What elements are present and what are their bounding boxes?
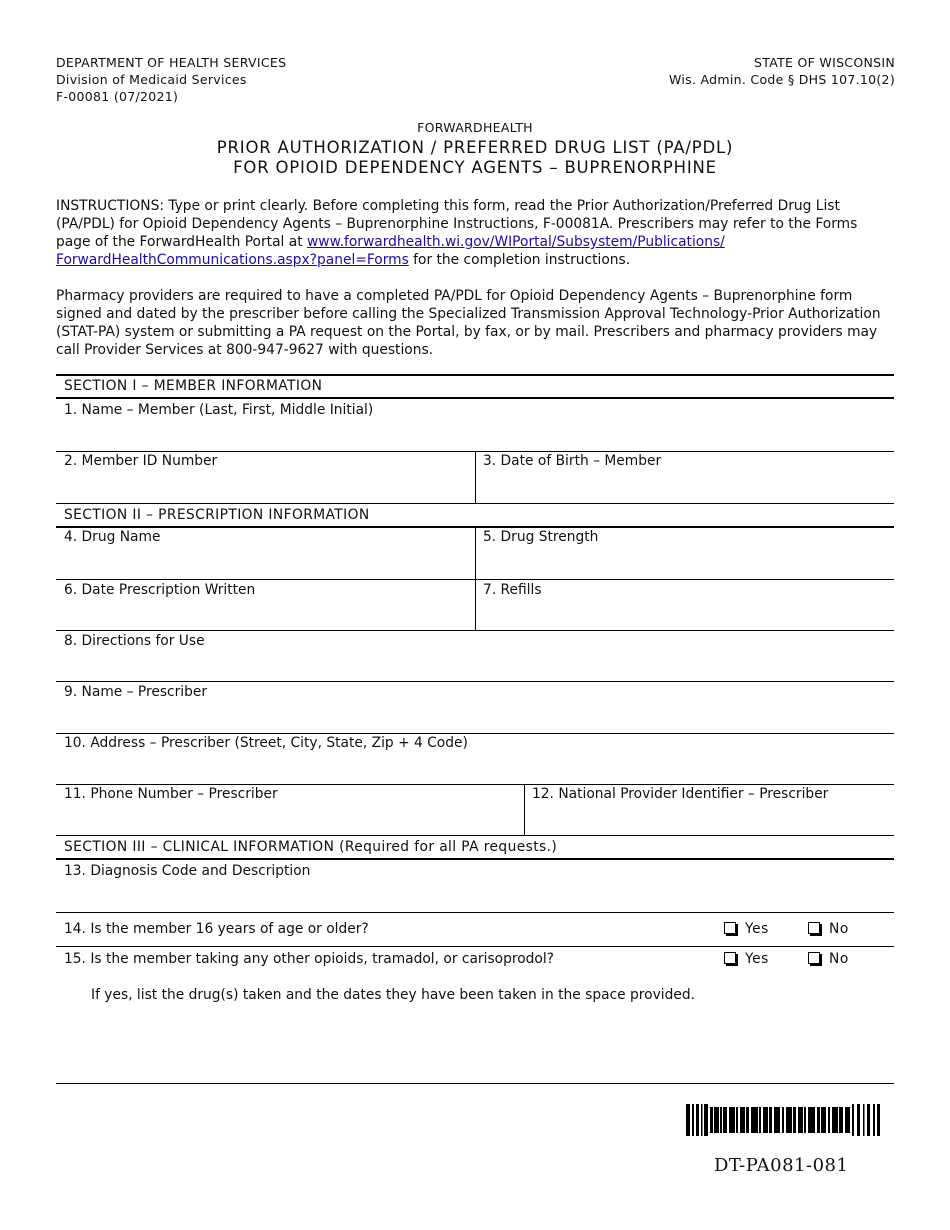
instructions-paragraph (56, 197, 896, 269)
rule (56, 733, 894, 734)
q15-no-checkbox[interactable] (808, 952, 820, 964)
prescriber-name-field[interactable]: 9. Name – Prescriber (64, 684, 208, 700)
q15-drug-list-area[interactable] (56, 1008, 894, 1082)
barcode-image (686, 1104, 880, 1136)
header-left (56, 54, 286, 105)
directions-field[interactable]: 8. Directions for Use (64, 633, 205, 649)
section2-title: SECTION II – PRESCRIPTION INFORMATION (64, 507, 370, 523)
forms-page-link-part1[interactable]: www.forwardhealth.wi.gov/WIPortal/Subsystem/Publications/ (307, 234, 725, 250)
drug-strength-field[interactable]: 5. Drug Strength (483, 529, 599, 545)
rule (56, 784, 894, 785)
q14-yes-label: Yes (745, 921, 769, 937)
state-name: STATE OF WISCONSIN (754, 55, 895, 70)
rule (56, 503, 894, 504)
rule (56, 946, 894, 947)
instructions-text: INSTRUCTIONS: Type or print clearly. Before completing this form, read the Prior Authorization/Preferred Drug List (PA/PDL) for Opioid Dependency Agents – Buprenorphine Instructions, F-00081A. Prescribers may refer to the Forms page of the ForwardHealth Portal at (56, 198, 858, 250)
rule (56, 630, 894, 631)
document-id: DT-PA081-081 (714, 1155, 849, 1176)
pharmacy-paragraph: Pharmacy providers are required to have a completed PA/PDL for Opioid Dependency Agents – Buprenorphine form signed and dated by the prescriber before calling the Specialized Transmission Approval Technology-Prior Authorization (STAT-PA) system or submitting a PA request on the Portal, by fax, or by mail. Prescribers and pharmacy providers may call Provider Services at 800-947-9627 with questions. (56, 288, 881, 358)
question-15: 15. Is the member taking any other opioids, tramadol, or carisoprodol? (64, 951, 554, 967)
q14-no-label: No (829, 921, 849, 937)
q15-followup-text: If yes, list the drug(s) taken and the dates they have been taken in the space provided. (91, 987, 695, 1003)
q15-no-label: No (829, 951, 849, 967)
rule (56, 681, 894, 682)
form-title-line2: FOR OPIOID DEPENDENCY AGENTS – BUPRENORPHINE (233, 158, 717, 177)
q15-yes-checkbox[interactable] (724, 952, 736, 964)
form-number: F-00081 (07/2021) (56, 89, 179, 104)
section1-title: SECTION I – MEMBER INFORMATION (64, 378, 323, 394)
drug-name-field[interactable]: 4. Drug Name (64, 529, 161, 545)
q15-no-option[interactable] (808, 951, 849, 967)
prescriber-npi-field[interactable]: 12. National Provider Identifier – Prescriber (532, 786, 829, 802)
admin-code: Wis. Admin. Code § DHS 107.10(2) (669, 72, 895, 87)
q15-yes-option[interactable] (724, 951, 769, 967)
member-name-field[interactable]: 1. Name – Member (Last, First, Middle Initial) (64, 402, 374, 418)
prescriber-address-field[interactable]: 10. Address – Prescriber (Street, City, State, Zip + 4 Code) (64, 735, 468, 751)
section1-title-rule (56, 397, 894, 399)
divider (524, 784, 525, 836)
divider (475, 528, 476, 580)
section3-title-rule (56, 858, 894, 860)
diagnosis-field[interactable]: 13. Diagnosis Code and Description (64, 863, 311, 879)
division-name: Division of Medicaid Services (56, 72, 247, 87)
department-name: DEPARTMENT OF HEALTH SERVICES (56, 55, 287, 70)
date-written-field[interactable]: 6. Date Prescription Written (64, 582, 256, 598)
member-id-field[interactable]: 2. Member ID Number (64, 453, 218, 469)
section1-top-rule (56, 374, 894, 376)
rule (56, 835, 894, 836)
q14-yes-option[interactable] (724, 921, 769, 937)
q14-no-checkbox[interactable] (808, 922, 820, 934)
divider (475, 451, 476, 503)
q14-no-option[interactable] (808, 921, 849, 937)
forms-page-link-part2[interactable]: ForwardHealthCommunications.aspx?panel=Forms (56, 252, 409, 268)
prescriber-phone-field[interactable]: 11. Phone Number – Prescriber (64, 786, 278, 802)
program-name: FORWARDHEALTH (417, 120, 533, 135)
q14-yes-checkbox[interactable] (724, 922, 736, 934)
section3-title: SECTION III – CLINICAL INFORMATION (Required for all PA requests.) (64, 839, 558, 855)
header-right (669, 54, 895, 88)
q15-yes-label: Yes (745, 951, 769, 967)
form-title-line1: PRIOR AUTHORIZATION / PREFERRED DRUG LIST (PA/PDL) (216, 138, 734, 157)
member-dob-field[interactable]: 3. Date of Birth – Member (483, 453, 662, 469)
rule (56, 1083, 894, 1084)
question-14: 14. Is the member 16 years of age or older? (64, 921, 369, 937)
instructions-text-end: for the completion instructions. (408, 252, 631, 268)
divider (475, 579, 476, 630)
refills-field[interactable]: 7. Refills (483, 582, 542, 598)
rule (56, 912, 894, 913)
